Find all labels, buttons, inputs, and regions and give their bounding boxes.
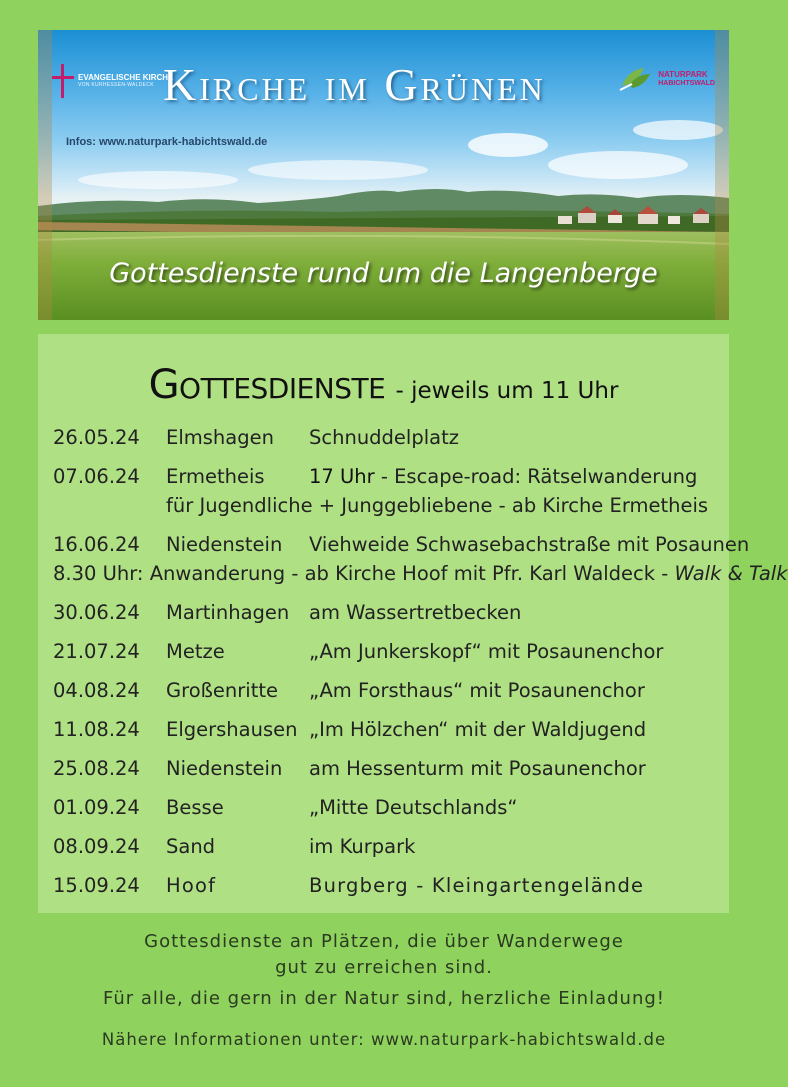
row-description-text: - Escape-road: Rätselwanderung xyxy=(374,465,698,488)
row-date: 16.06.24 xyxy=(53,533,140,556)
schedule-row xyxy=(53,601,729,640)
row-description: am Hessenturm mit Posaunenchor xyxy=(309,757,646,780)
page-title: Kirche im Grünen xyxy=(163,59,546,110)
infos-text: Infos: www.naturpark-habichtswald.de xyxy=(66,136,268,148)
row-extra-italic: Walk & Talk xyxy=(674,562,788,585)
row-place: Großenritte xyxy=(166,679,278,702)
row-date: 01.09.24 xyxy=(53,796,140,819)
heading-main: Gottesdienste xyxy=(148,362,386,408)
row-place: Niedenstein xyxy=(166,533,283,556)
row-description: Viehweide Schwasebachstraße mit Posaunen xyxy=(309,533,750,556)
row-place: Elmshagen xyxy=(166,426,274,449)
footer-line-1: Gottesdienste an Plätzen, die über Wanderwege xyxy=(144,931,624,952)
schedule-row xyxy=(53,679,729,718)
schedule-row xyxy=(53,640,729,679)
schedule-list xyxy=(53,426,788,913)
schedule-row xyxy=(53,835,729,874)
church-logo xyxy=(52,64,173,98)
row-time: 17 Uhr xyxy=(309,465,375,488)
row-description: Burgberg - Kleingartengelände xyxy=(309,874,645,897)
row-extra-text: 8.30 Uhr: Anwanderung - ab Kirche Hoof mit Pfr. Karl Waldeck - xyxy=(53,562,675,585)
naturpark-logo xyxy=(618,64,715,94)
row-place: Sand xyxy=(166,835,216,858)
park-subname: HABICHTSWALD xyxy=(658,79,715,87)
footer-note xyxy=(0,929,768,981)
row-description: „Am Junkerskopf“ mit Posaunenchor xyxy=(309,640,664,663)
schedule-row xyxy=(53,757,729,796)
row-date: 26.05.24 xyxy=(53,426,140,449)
row-description: „Am Forsthaus“ mit Posaunenchor xyxy=(309,679,645,702)
row-date: 15.09.24 xyxy=(53,874,140,897)
row-description xyxy=(309,465,697,488)
church-subname: VON KURHESSEN-WALDECK xyxy=(78,81,154,88)
row-date: 04.08.24 xyxy=(53,679,140,702)
schedule-row xyxy=(53,796,729,835)
schedule-row xyxy=(53,465,729,533)
row-extra xyxy=(53,562,788,585)
schedule-row xyxy=(53,874,729,913)
row-description: am Wassertretbecken xyxy=(309,601,522,624)
row-date: 08.09.24 xyxy=(53,835,140,858)
row-description: „Mitte Deutschlands“ xyxy=(309,796,518,819)
schedule-heading xyxy=(38,362,729,408)
row-date: 25.08.24 xyxy=(53,757,140,780)
bird-leaf-icon xyxy=(618,64,654,94)
schedule-row xyxy=(53,718,729,757)
row-place: Hoof xyxy=(166,874,217,897)
heading-suffix: - jeweils um 11 Uhr xyxy=(395,378,619,404)
schedule-panel xyxy=(38,334,788,913)
footer-info-link: Nähere Informationen unter: www.naturpark-habichtswald.de xyxy=(101,1030,667,1049)
header-banner xyxy=(38,30,729,320)
row-date: 30.06.24 xyxy=(53,601,140,624)
park-name: NATURPARK xyxy=(658,70,708,80)
footer-invitation: Für alle, die gern in der Natur sind, herzliche Einladung! xyxy=(102,988,665,1009)
banner-subtitle: Gottesdienste rund um die Langenberge xyxy=(109,258,658,289)
schedule-row xyxy=(53,426,729,465)
cross-icon xyxy=(52,64,74,98)
row-place: Elgershausen xyxy=(166,718,298,741)
row-description: im Kurpark xyxy=(309,835,416,858)
row-place: Niedenstein xyxy=(166,757,283,780)
church-name: EVANGELISCHE KIRCHE xyxy=(78,73,174,83)
row-place: Ermetheis xyxy=(166,465,265,488)
schedule-row xyxy=(53,533,788,601)
row-description: „Im Hölzchen“ mit der Waldjugend xyxy=(309,718,647,741)
row-place: Metze xyxy=(166,640,225,663)
row-description: Schnuddelplatz xyxy=(309,426,459,449)
row-extra: für Jugendliche + Junggebliebene - ab Kirche Ermetheis xyxy=(166,494,709,517)
row-date: 11.08.24 xyxy=(53,718,140,741)
row-date: 07.06.24 xyxy=(53,465,140,488)
row-date: 21.07.24 xyxy=(53,640,140,663)
row-place: Martinhagen xyxy=(166,601,290,624)
footer-line-2: gut zu erreichen sind. xyxy=(275,957,493,978)
row-place: Besse xyxy=(166,796,224,819)
